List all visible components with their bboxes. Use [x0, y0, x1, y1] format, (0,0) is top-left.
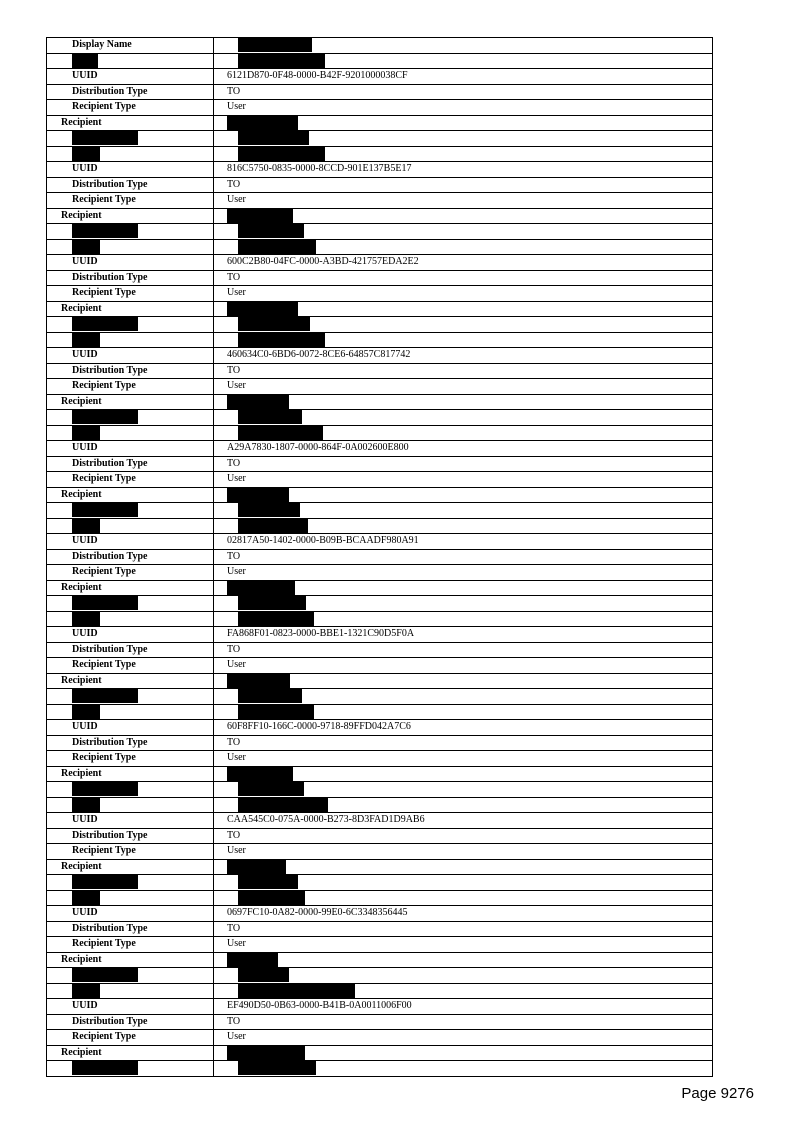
redacted-block: [72, 240, 100, 254]
uuid-row: [47, 627, 713, 643]
recipient-type-row: [47, 1030, 713, 1046]
recipient-sub-row-label: [47, 611, 214, 627]
distribution-type-row: [47, 456, 713, 472]
distribution-type-row-value: TO: [214, 270, 713, 286]
recipient-row-label: Recipient: [47, 115, 214, 131]
redacted-block: [72, 798, 100, 812]
recipient-sub-row-value: [214, 983, 713, 999]
uuid-row: [47, 906, 713, 922]
recipient-sub-row: [47, 224, 713, 240]
recipient-row-label: Recipient: [47, 859, 214, 875]
redacted-block: [238, 984, 355, 998]
recipient-sub-row-value: [214, 968, 713, 984]
redacted-block: [238, 503, 300, 517]
uuid-row: [47, 162, 713, 178]
recipient-sub-row-label: [47, 131, 214, 147]
recipient-sub-row-value: [214, 782, 713, 798]
uuid-row-value: 60F8FF10-166C-0000-9718-89FFD042A7C6: [214, 720, 713, 736]
recipient-type-row: [47, 472, 713, 488]
recipient-row-label: Recipient: [47, 580, 214, 596]
recipient-sub-row-label: [47, 983, 214, 999]
recipient-sub-row-value: [214, 317, 713, 333]
recipient-type-row-label: Recipient Type: [47, 565, 214, 581]
distribution-type-row: [47, 642, 713, 658]
redacted-block: [238, 317, 310, 331]
distribution-type-row: [47, 921, 713, 937]
recipient-sub-row-label: [47, 317, 214, 333]
recipient-sub-row-label: [47, 332, 214, 348]
uuid-row-value: FA868F01-0823-0000-BBE1-1321C90D5F0A: [214, 627, 713, 643]
distribution-type-row-label: Distribution Type: [47, 1014, 214, 1030]
uuid-row-value: 6121D870-0F48-0000-B42F-9201000038CF: [214, 69, 713, 85]
redacted-block: [72, 131, 138, 145]
recipient-sub-row-label: [47, 689, 214, 705]
recipient-sub-row-value: [214, 410, 713, 426]
recipient-sub-row-value: [214, 890, 713, 906]
uuid-row-label: UUID: [47, 534, 214, 550]
recipient-type-row-value: User: [214, 472, 713, 488]
redacted-block: [72, 1061, 138, 1075]
redacted-row-label: [47, 53, 214, 69]
uuid-row-value: 816C5750-0835-0000-8CCD-901E137B5E17: [214, 162, 713, 178]
distribution-type-row-label: Distribution Type: [47, 828, 214, 844]
recipient-row: [47, 859, 713, 875]
page-number: Page 9276: [681, 1085, 754, 1102]
recipient-row-value: [214, 859, 713, 875]
recipient-type-row-label: Recipient Type: [47, 193, 214, 209]
redacted-block: [238, 596, 306, 610]
recipient-type-row-label: Recipient Type: [47, 937, 214, 953]
recipient-type-row-value: User: [214, 193, 713, 209]
distribution-type-row: [47, 270, 713, 286]
uuid-row: [47, 441, 713, 457]
recipient-sub-row: [47, 332, 713, 348]
redacted-block: [72, 612, 100, 626]
recipient-row-label: Recipient: [47, 394, 214, 410]
redacted-block: [238, 38, 312, 52]
redacted-block: [238, 131, 309, 145]
recipient-row-value: [214, 673, 713, 689]
distribution-type-row-value: TO: [214, 456, 713, 472]
recipient-sub-row-value: [214, 131, 713, 147]
recipient-row-label: Recipient: [47, 673, 214, 689]
recipient-sub-row-label: [47, 239, 214, 255]
recipient-type-row: [47, 100, 713, 116]
redacted-block: [238, 410, 302, 424]
recipient-row-value: [214, 115, 713, 131]
recipient-sub-row-value: [214, 1061, 713, 1077]
recipient-type-row: [47, 658, 713, 674]
recipient-row-label: Recipient: [47, 766, 214, 782]
recipient-row-value: [214, 766, 713, 782]
redacted-block: [72, 984, 100, 998]
recipient-sub-row: [47, 146, 713, 162]
recipient-sub-row-label: [47, 518, 214, 534]
recipient-row: [47, 673, 713, 689]
distribution-type-row: [47, 828, 713, 844]
redacted-block: [238, 224, 304, 238]
recipient-sub-row-label: [47, 425, 214, 441]
recipient-table-body: [47, 38, 713, 1077]
redacted-row-value: [214, 53, 713, 69]
recipient-row: [47, 487, 713, 503]
uuid-row: [47, 348, 713, 364]
recipient-sub-row-label: [47, 503, 214, 519]
uuid-row-value: CAA545C0-075A-0000-B273-8D3FAD1D9AB6: [214, 813, 713, 829]
recipient-row: [47, 394, 713, 410]
uuid-row: [47, 69, 713, 85]
redacted-block: [238, 689, 302, 703]
uuid-row: [47, 813, 713, 829]
redacted-block: [72, 596, 138, 610]
recipient-row-value: [214, 580, 713, 596]
uuid-row-label: UUID: [47, 813, 214, 829]
recipient-type-row-label: Recipient Type: [47, 379, 214, 395]
recipient-type-row-value: User: [214, 844, 713, 860]
redacted-block: [238, 891, 305, 905]
recipient-type-row: [47, 565, 713, 581]
recipient-type-row: [47, 193, 713, 209]
redacted-block: [72, 503, 138, 517]
recipient-sub-row: [47, 596, 713, 612]
uuid-row-label: UUID: [47, 441, 214, 457]
recipient-row-label: Recipient: [47, 487, 214, 503]
recipient-type-row-value: User: [214, 100, 713, 116]
uuid-row-label: UUID: [47, 720, 214, 736]
recipient-type-row-value: User: [214, 379, 713, 395]
recipient-row: [47, 580, 713, 596]
uuid-row-label: UUID: [47, 255, 214, 271]
uuid-row-value: 0697FC10-0A82-0000-99E0-6C3348356445: [214, 906, 713, 922]
recipient-type-row-value: User: [214, 286, 713, 302]
uuid-row-value: A29A7830-1807-0000-864F-0A002600E800: [214, 441, 713, 457]
recipient-sub-row: [47, 797, 713, 813]
distribution-type-row-label: Distribution Type: [47, 84, 214, 100]
redacted-block: [238, 519, 308, 533]
redacted-block: [72, 224, 138, 238]
redacted-block: [227, 116, 298, 130]
recipient-sub-row-label: [47, 782, 214, 798]
recipient-type-row-value: User: [214, 937, 713, 953]
recipient-sub-row: [47, 518, 713, 534]
recipient-row-value: [214, 208, 713, 224]
recipient-sub-row-value: [214, 689, 713, 705]
recipient-type-row: [47, 286, 713, 302]
recipient-sub-row: [47, 704, 713, 720]
recipient-row-value: [214, 1045, 713, 1061]
redacted-block: [238, 782, 304, 796]
recipient-sub-row-label: [47, 146, 214, 162]
redacted-block: [238, 1061, 316, 1075]
recipient-row: [47, 208, 713, 224]
uuid-row: [47, 999, 713, 1015]
distribution-type-row-value: TO: [214, 735, 713, 751]
recipient-sub-row-value: [214, 875, 713, 891]
redacted-block: [72, 333, 100, 347]
redacted-block: [227, 767, 293, 781]
distribution-type-row-label: Distribution Type: [47, 735, 214, 751]
uuid-row-value: 02817A50-1402-0000-B09B-BCAADF980A91: [214, 534, 713, 550]
uuid-row: [47, 534, 713, 550]
recipient-sub-row: [47, 503, 713, 519]
recipient-type-row-value: User: [214, 658, 713, 674]
recipient-sub-row-label: [47, 890, 214, 906]
redacted-block: [227, 860, 286, 874]
redacted-block: [227, 302, 298, 316]
distribution-type-row-label: Distribution Type: [47, 363, 214, 379]
recipient-type-row: [47, 937, 713, 953]
recipient-type-row-label: Recipient Type: [47, 844, 214, 860]
redacted-block: [238, 54, 325, 68]
redacted-block: [238, 333, 325, 347]
recipient-type-row-value: User: [214, 1030, 713, 1046]
redacted-block: [72, 968, 138, 982]
recipient-type-row-label: Recipient Type: [47, 472, 214, 488]
recipient-row-value: [214, 487, 713, 503]
recipient-sub-row: [47, 131, 713, 147]
recipient-type-row-label: Recipient Type: [47, 100, 214, 116]
recipient-sub-row: [47, 890, 713, 906]
distribution-type-row-label: Distribution Type: [47, 177, 214, 193]
redacted-block: [227, 674, 290, 688]
display-name-row: [47, 38, 713, 54]
redacted-block: [238, 612, 314, 626]
redacted-block: [227, 581, 295, 595]
distribution-type-row-value: TO: [214, 84, 713, 100]
recipient-sub-row-value: [214, 425, 713, 441]
recipient-sub-row-value: [214, 239, 713, 255]
recipient-sub-row: [47, 239, 713, 255]
uuid-row-label: UUID: [47, 999, 214, 1015]
redacted-block: [227, 953, 278, 967]
distribution-type-row-label: Distribution Type: [47, 270, 214, 286]
recipient-type-row-value: User: [214, 565, 713, 581]
distribution-type-row: [47, 735, 713, 751]
recipient-row-label: Recipient: [47, 301, 214, 317]
recipient-sub-row-label: [47, 797, 214, 813]
recipient-row: [47, 952, 713, 968]
recipient-sub-row-label: [47, 410, 214, 426]
uuid-row-label: UUID: [47, 627, 214, 643]
uuid-row-value: 600C2B80-04FC-0000-A3BD-421757EDA2E2: [214, 255, 713, 271]
recipient-type-row-label: Recipient Type: [47, 751, 214, 767]
recipient-sub-row-value: [214, 146, 713, 162]
recipient-sub-row-value: [214, 704, 713, 720]
redacted-block: [238, 968, 289, 982]
recipient-type-row: [47, 844, 713, 860]
recipient-sub-row: [47, 410, 713, 426]
recipient-row: [47, 301, 713, 317]
distribution-type-row: [47, 363, 713, 379]
distribution-type-row-value: TO: [214, 177, 713, 193]
redacted-block: [72, 410, 138, 424]
distribution-type-row: [47, 1014, 713, 1030]
recipient-sub-row-label: [47, 968, 214, 984]
display-name-row-value: [214, 38, 713, 54]
recipient-type-row-label: Recipient Type: [47, 1030, 214, 1046]
redacted-block: [72, 317, 138, 331]
recipient-row-value: [214, 301, 713, 317]
recipient-type-row-value: User: [214, 751, 713, 767]
distribution-type-row-value: TO: [214, 642, 713, 658]
redacted-block: [72, 689, 138, 703]
recipient-row-label: Recipient: [47, 952, 214, 968]
recipient-type-row: [47, 751, 713, 767]
distribution-type-row-value: TO: [214, 363, 713, 379]
distribution-type-row: [47, 177, 713, 193]
redacted-block: [72, 891, 100, 905]
redacted-block: [238, 705, 314, 719]
recipient-sub-row: [47, 983, 713, 999]
redacted-block: [238, 147, 325, 161]
uuid-row-value: 460634C0-6BD6-0072-8CE6-64857C817742: [214, 348, 713, 364]
recipient-row-value: [214, 952, 713, 968]
recipient-sub-row: [47, 425, 713, 441]
recipient-sub-row-label: [47, 1061, 214, 1077]
recipient-sub-row: [47, 968, 713, 984]
recipient-sub-row: [47, 317, 713, 333]
recipient-sub-row-value: [214, 518, 713, 534]
redacted-block: [72, 705, 100, 719]
recipient-sub-row-label: [47, 596, 214, 612]
uuid-row-label: UUID: [47, 348, 214, 364]
distribution-type-row-label: Distribution Type: [47, 921, 214, 937]
distribution-type-row-label: Distribution Type: [47, 456, 214, 472]
redacted-block: [238, 798, 328, 812]
display-name-row-label: Display Name: [47, 38, 214, 54]
recipient-sub-row-value: [214, 503, 713, 519]
recipient-sub-row: [47, 689, 713, 705]
uuid-row-value: EF490D50-0B63-0000-B41B-0A0011006F00: [214, 999, 713, 1015]
redacted-block: [227, 395, 289, 409]
redacted-block: [72, 875, 138, 889]
recipient-sub-row: [47, 1061, 713, 1077]
recipient-row: [47, 766, 713, 782]
recipient-row-value: [214, 394, 713, 410]
distribution-type-row: [47, 549, 713, 565]
distribution-type-row-value: TO: [214, 549, 713, 565]
distribution-type-row-label: Distribution Type: [47, 549, 214, 565]
recipient-sub-row-value: [214, 224, 713, 240]
recipient-sub-row-value: [214, 332, 713, 348]
recipient-type-row: [47, 379, 713, 395]
distribution-type-row-value: TO: [214, 828, 713, 844]
redacted-block: [227, 209, 293, 223]
recipient-sub-row-value: [214, 596, 713, 612]
recipient-row-label: Recipient: [47, 208, 214, 224]
recipient-sub-row-label: [47, 875, 214, 891]
recipient-sub-row-label: [47, 224, 214, 240]
recipient-sub-row-value: [214, 611, 713, 627]
distribution-type-row: [47, 84, 713, 100]
recipient-row: [47, 115, 713, 131]
recipient-type-row-label: Recipient Type: [47, 286, 214, 302]
recipient-type-row-label: Recipient Type: [47, 658, 214, 674]
redacted-block: [238, 875, 298, 889]
distribution-type-row-label: Distribution Type: [47, 642, 214, 658]
uuid-row: [47, 255, 713, 271]
recipient-sub-row: [47, 782, 713, 798]
redacted-block: [227, 1046, 305, 1060]
uuid-row: [47, 720, 713, 736]
redacted-block: [238, 426, 323, 440]
recipient-sub-row: [47, 611, 713, 627]
redacted-row: [47, 53, 713, 69]
recipient-row-label: Recipient: [47, 1045, 214, 1061]
redacted-block: [72, 426, 100, 440]
distribution-type-row-value: TO: [214, 1014, 713, 1030]
redacted-block: [227, 488, 289, 502]
distribution-type-row-value: TO: [214, 921, 713, 937]
recipient-sub-row-value: [214, 797, 713, 813]
redacted-block: [238, 240, 316, 254]
redacted-block: [72, 519, 100, 533]
recipient-sub-row-label: [47, 704, 214, 720]
recipient-sub-row: [47, 875, 713, 891]
redacted-block: [72, 54, 98, 68]
redacted-block: [72, 782, 138, 796]
uuid-row-label: UUID: [47, 906, 214, 922]
uuid-row-label: UUID: [47, 162, 214, 178]
uuid-row-label: UUID: [47, 69, 214, 85]
recipient-row: [47, 1045, 713, 1061]
redacted-block: [72, 147, 100, 161]
recipient-table: [46, 37, 713, 1077]
